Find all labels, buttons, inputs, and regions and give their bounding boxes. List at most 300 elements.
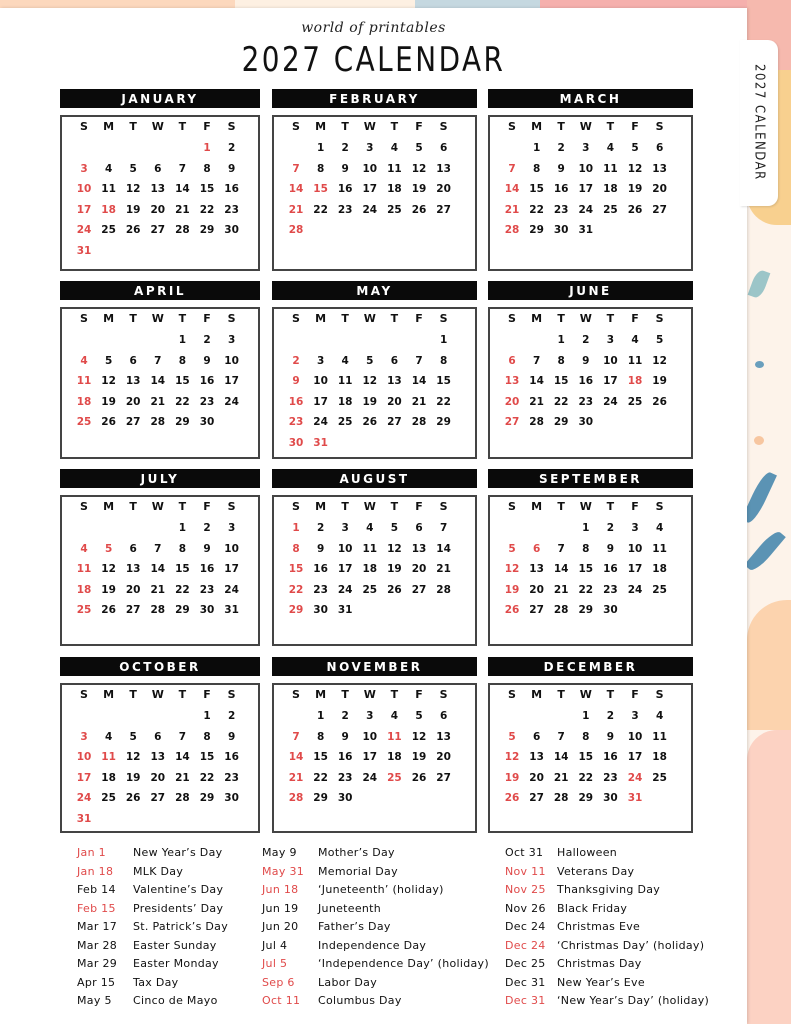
day-cell: 25 <box>337 416 353 429</box>
holiday-date: Nov 26 <box>505 901 546 915</box>
day-cell: 11 <box>76 563 92 576</box>
dot-icon <box>754 436 764 445</box>
day-cell: 4 <box>390 710 399 722</box>
weekday-header: S <box>655 312 664 325</box>
day-cell: 30 <box>553 224 569 237</box>
day-cell: 22 <box>199 771 215 784</box>
day-cell: 22 <box>578 771 594 784</box>
day-cell: 17 <box>627 751 643 764</box>
day-cell: 11 <box>362 542 378 555</box>
day-cell: 4 <box>341 354 349 367</box>
weekday-header: T <box>390 500 399 513</box>
weekday-header: S <box>292 312 300 325</box>
day-cell: 8 <box>532 162 541 175</box>
day-cell: 7 <box>532 354 541 367</box>
day-cell: 10 <box>578 162 594 175</box>
day-cell: 19 <box>411 183 427 196</box>
day-cell: 24 <box>603 395 618 408</box>
weekday-header: M <box>103 500 115 513</box>
weekday-header: F <box>415 688 423 701</box>
day-cell: 5 <box>508 730 516 743</box>
day-cell: 16 <box>337 183 353 196</box>
day-cell: 19 <box>652 375 667 388</box>
holiday-name: Presidents’ Day <box>133 901 224 915</box>
day-cell: 6 <box>655 142 664 154</box>
weekday-header: F <box>203 120 211 133</box>
day-cell: 30 <box>603 792 618 805</box>
day-cell: 31 <box>224 604 239 617</box>
day-cell: 29 <box>313 792 328 805</box>
holiday-name: Memorial Day <box>318 864 398 878</box>
day-cell: 20 <box>125 583 141 596</box>
day-cell: 3 <box>80 730 88 743</box>
holiday-name: Juneteenth <box>318 901 382 915</box>
day-cell: 3 <box>631 710 639 722</box>
day-cell: 20 <box>411 563 427 576</box>
day-cell: 26 <box>387 583 402 596</box>
day-cell: 2 <box>227 142 236 154</box>
holiday-name: Tax Day <box>133 975 179 989</box>
day-cell: 7 <box>292 730 300 743</box>
day-cell: 16 <box>288 395 304 408</box>
holiday-name: Veterans Day <box>557 864 635 878</box>
holiday-name: Columbus Day <box>318 994 402 1007</box>
day-cell: 8 <box>203 162 211 175</box>
day-cell: 23 <box>288 416 304 429</box>
day-cell: 22 <box>529 203 544 216</box>
day-cell: 5 <box>655 334 664 346</box>
weekday-header: S <box>508 312 516 325</box>
day-cell: 11 <box>603 162 618 175</box>
day-cell: 9 <box>227 162 236 175</box>
day-cell: 10 <box>224 354 239 367</box>
day-cell: 20 <box>125 395 141 408</box>
holiday-date: Mar 28 <box>77 938 118 952</box>
background-band-cream <box>235 0 415 8</box>
day-cell: 29 <box>175 416 190 429</box>
weekday-header: T <box>606 120 615 133</box>
day-cell: 7 <box>439 522 448 534</box>
day-cell: 10 <box>603 354 618 367</box>
weekday-header: W <box>151 500 164 513</box>
weekday-header: W <box>579 688 592 701</box>
weekday-header: W <box>363 312 376 325</box>
month-title: MAY <box>272 281 477 300</box>
holiday-date: Mar 17 <box>77 920 118 933</box>
day-cell: 9 <box>341 730 349 743</box>
day-cell: 16 <box>313 563 328 576</box>
holiday-date: Jan 18 <box>77 864 114 878</box>
day-cell: 20 <box>652 183 667 196</box>
day-cell: 10 <box>627 730 643 743</box>
day-cell: 8 <box>316 162 325 175</box>
day-cell: 4 <box>104 162 113 175</box>
day-cell: 9 <box>606 542 615 555</box>
weekday-header: F <box>203 312 211 325</box>
weekday-header: T <box>557 688 565 701</box>
weekday-header: S <box>439 500 448 513</box>
day-cell: 17 <box>603 375 618 388</box>
day-cell: 23 <box>603 583 618 596</box>
day-cell: 15 <box>436 375 451 388</box>
day-cell: 1 <box>178 522 187 534</box>
day-cell: 2 <box>227 710 236 722</box>
day-cell: 24 <box>578 203 594 216</box>
month-title: FEBRUARY <box>272 89 477 108</box>
weekday-header: F <box>415 312 423 325</box>
day-cell: 3 <box>366 142 374 154</box>
day-cell: 4 <box>104 730 113 743</box>
day-cell: 25 <box>652 771 667 784</box>
day-cell: 7 <box>508 162 516 175</box>
weekday-header: T <box>341 120 349 133</box>
weekday-header: M <box>315 120 327 133</box>
day-cell: 25 <box>603 203 618 216</box>
day-cell: 10 <box>627 542 643 555</box>
holiday-name: New Year’s Eve <box>557 975 645 989</box>
day-cell: 13 <box>529 563 544 576</box>
day-cell: 6 <box>154 730 162 743</box>
day-cell: 25 <box>76 604 92 617</box>
background-peach <box>747 600 791 730</box>
holiday-date: May 9 <box>262 846 297 859</box>
day-cell: 1 <box>316 142 325 154</box>
weekday-header: M <box>103 312 115 325</box>
day-cell: 19 <box>411 751 427 764</box>
day-cell: 19 <box>101 583 116 596</box>
holiday-date: Dec 24 <box>505 938 546 952</box>
day-cell: 19 <box>362 395 378 408</box>
weekday-header: F <box>631 500 639 513</box>
day-cell: 28 <box>529 416 544 429</box>
day-cell: 13 <box>652 162 667 175</box>
holiday-date: May 31 <box>262 864 305 878</box>
day-cell: 9 <box>203 542 211 555</box>
day-cell: 30 <box>199 604 215 617</box>
day-cell: 9 <box>606 730 615 743</box>
day-cell: 9 <box>292 375 300 388</box>
day-cell: 4 <box>80 354 88 367</box>
day-cell: 7 <box>178 162 187 175</box>
weekday-header: T <box>129 500 137 513</box>
day-cell: 11 <box>652 730 667 743</box>
holiday-name: Labor Day <box>318 975 378 989</box>
day-cell: 15 <box>313 183 328 196</box>
day-cell: 28 <box>175 224 190 237</box>
holiday-name: Thanksgiving Day <box>557 883 661 896</box>
day-cell: 20 <box>529 771 544 784</box>
day-cell: 26 <box>101 604 116 617</box>
day-cell: 5 <box>415 710 423 722</box>
weekday-header: T <box>129 312 137 325</box>
day-cell: 30 <box>224 792 239 805</box>
day-cell: 23 <box>337 203 353 216</box>
day-cell: 28 <box>504 224 520 237</box>
day-cell: 10 <box>362 730 378 743</box>
day-cell: 24 <box>362 771 378 784</box>
holiday-name: MLK Day <box>133 864 184 878</box>
day-cell: 26 <box>125 224 141 237</box>
background-band-blue <box>415 0 540 8</box>
holiday-name: Cinco de Mayo <box>133 994 218 1007</box>
day-cell: 3 <box>227 334 236 346</box>
background-band-peach <box>0 0 235 8</box>
holiday-date: Dec 25 <box>505 957 546 970</box>
day-cell: 23 <box>313 583 328 596</box>
day-cell: 15 <box>199 751 215 764</box>
background-salmon <box>747 730 791 1024</box>
day-cell: 18 <box>652 751 667 764</box>
day-cell: 28 <box>553 604 569 617</box>
day-cell: 14 <box>529 375 544 388</box>
day-cell: 28 <box>175 792 190 805</box>
day-cell: 29 <box>578 604 594 617</box>
day-cell: 7 <box>178 730 187 743</box>
day-cell: 30 <box>288 437 304 449</box>
day-cell: 20 <box>436 751 451 764</box>
day-cell: 11 <box>387 162 402 175</box>
day-cell: 13 <box>529 751 544 764</box>
day-cell: 5 <box>366 354 374 367</box>
holiday-date: Jul 5 <box>262 957 288 970</box>
day-cell: 1 <box>292 522 300 534</box>
holiday-name: Valentine’s Day <box>133 883 224 896</box>
day-cell: 9 <box>227 730 236 743</box>
holiday-name: Halloween <box>557 846 618 859</box>
day-cell: 14 <box>411 375 427 388</box>
day-cell: 10 <box>76 183 92 196</box>
day-cell: 8 <box>582 730 590 743</box>
day-cell: 21 <box>150 583 166 596</box>
day-cell: 31 <box>337 604 353 617</box>
day-cell: 28 <box>436 583 451 596</box>
day-cell: 4 <box>390 142 399 154</box>
day-cell: 31 <box>578 224 594 237</box>
holiday-date: Feb 15 <box>77 901 116 915</box>
day-cell: 2 <box>341 142 349 154</box>
weekday-header: T <box>557 120 565 133</box>
day-cell: 24 <box>224 395 239 408</box>
weekday-header: M <box>315 312 327 325</box>
day-cell: 23 <box>199 583 215 596</box>
day-cell: 4 <box>655 522 664 534</box>
day-cell: 24 <box>313 416 328 429</box>
day-cell: 21 <box>504 203 520 216</box>
day-cell: 4 <box>366 522 374 534</box>
day-cell: 27 <box>411 583 427 596</box>
holiday-date: Jun 20 <box>262 920 299 933</box>
day-cell: 12 <box>627 162 643 175</box>
day-cell: 7 <box>557 542 565 555</box>
day-cell: 17 <box>362 751 378 764</box>
day-cell: 14 <box>553 563 569 576</box>
day-cell: 1 <box>582 522 590 534</box>
day-cell: 28 <box>553 792 569 805</box>
day-cell: 7 <box>154 354 162 367</box>
day-cell: 21 <box>411 395 427 408</box>
day-cell: 24 <box>362 203 378 216</box>
day-cell: 18 <box>362 563 378 576</box>
day-cell: 29 <box>199 792 215 805</box>
day-cell: 3 <box>366 710 374 722</box>
day-cell: 24 <box>76 792 92 805</box>
holiday-name: Easter Monday <box>133 957 219 970</box>
day-cell: 22 <box>175 395 190 408</box>
day-cell: 6 <box>415 522 423 534</box>
day-cell: 28 <box>150 604 166 617</box>
holiday-name: Mother’s Day <box>318 846 395 859</box>
day-cell: 9 <box>203 354 211 367</box>
day-cell: 17 <box>362 183 378 196</box>
day-cell: 20 <box>150 203 166 216</box>
day-cell: 13 <box>150 183 166 196</box>
day-cell: 13 <box>411 542 427 555</box>
day-cell: 23 <box>578 395 594 408</box>
day-cell: 21 <box>436 563 451 576</box>
day-cell: 13 <box>504 375 520 388</box>
day-cell: 27 <box>150 792 166 805</box>
holiday-date: Dec 24 <box>505 920 546 933</box>
day-cell: 6 <box>439 142 448 154</box>
day-cell: 31 <box>76 813 92 825</box>
holiday-name: St. Patrick’s Day <box>133 920 229 933</box>
weekday-header: S <box>655 688 664 701</box>
day-cell: 17 <box>627 563 643 576</box>
day-cell: 1 <box>178 334 187 346</box>
holiday-name: Easter Sunday <box>133 938 217 952</box>
weekday-header: S <box>227 312 236 325</box>
day-cell: 24 <box>627 771 643 784</box>
day-cell: 15 <box>553 375 569 388</box>
holiday-date: May 5 <box>77 994 112 1007</box>
day-cell: 22 <box>199 203 215 216</box>
weekday-header: F <box>631 688 639 701</box>
weekday-header: S <box>292 688 300 701</box>
day-cell: 18 <box>101 203 116 216</box>
day-cell: 25 <box>101 224 116 237</box>
day-cell: 8 <box>439 354 448 367</box>
day-cell: 6 <box>390 354 399 367</box>
weekday-header: W <box>151 312 164 325</box>
weekday-header: T <box>341 312 349 325</box>
page-title: 2027 CALENDAR <box>241 40 506 80</box>
day-cell: 17 <box>76 203 92 216</box>
holiday-date: Apr 15 <box>77 975 116 989</box>
day-cell: 29 <box>199 224 215 237</box>
day-cell: 27 <box>652 203 667 216</box>
day-cell: 15 <box>313 751 328 764</box>
day-cell: 14 <box>175 751 190 764</box>
day-cell: 5 <box>104 542 113 555</box>
day-cell: 6 <box>532 542 541 555</box>
day-cell: 8 <box>316 730 325 743</box>
day-cell: 23 <box>603 771 618 784</box>
day-cell: 12 <box>125 183 141 196</box>
day-cell: 15 <box>578 751 594 764</box>
holiday-name: ‘Juneteenth’ (holiday) <box>318 883 444 896</box>
day-cell: 31 <box>627 792 643 805</box>
weekday-header: M <box>315 500 327 513</box>
day-cell: 3 <box>227 522 236 534</box>
day-cell: 16 <box>199 375 215 388</box>
day-cell: 11 <box>652 542 667 555</box>
day-cell: 12 <box>504 751 520 764</box>
day-cell: 25 <box>387 203 402 216</box>
day-cell: 8 <box>203 730 211 743</box>
brand-logo: world of printables <box>301 20 446 36</box>
day-cell: 20 <box>387 395 402 408</box>
day-cell: 12 <box>362 375 378 388</box>
day-cell: 2 <box>606 522 615 534</box>
day-cell: 26 <box>101 416 116 429</box>
weekday-header: S <box>439 120 448 133</box>
day-cell: 21 <box>175 203 190 216</box>
day-cell: 3 <box>631 522 639 534</box>
weekday-header: T <box>129 120 137 133</box>
day-cell: 25 <box>387 771 402 784</box>
weekday-header: F <box>631 312 639 325</box>
weekday-header: T <box>390 312 399 325</box>
day-cell: 5 <box>415 142 423 154</box>
day-cell: 22 <box>175 583 190 596</box>
day-cell: 3 <box>582 142 590 154</box>
day-cell: 1 <box>203 710 211 722</box>
day-cell: 24 <box>224 583 239 596</box>
day-cell: 18 <box>337 395 353 408</box>
weekday-header: T <box>557 500 565 513</box>
day-cell: 20 <box>504 395 520 408</box>
holiday-name: Christmas Day <box>557 957 642 970</box>
day-cell: 18 <box>627 375 643 388</box>
day-cell: 26 <box>504 604 520 617</box>
weekday-header: M <box>531 688 543 701</box>
day-cell: 4 <box>80 542 88 555</box>
weekday-header: S <box>508 120 516 133</box>
day-cell: 6 <box>532 730 541 743</box>
holiday-date: Jun 18 <box>262 883 299 896</box>
day-cell: 21 <box>175 771 190 784</box>
day-cell: 21 <box>553 771 569 784</box>
holiday-date: Feb 14 <box>77 883 116 896</box>
weekday-header: F <box>203 688 211 701</box>
day-cell: 10 <box>337 542 353 555</box>
weekday-header: F <box>203 500 211 513</box>
day-cell: 21 <box>288 771 304 784</box>
day-cell: 13 <box>436 162 451 175</box>
holiday-date: Jun 19 <box>262 901 299 915</box>
day-cell: 27 <box>436 771 451 784</box>
day-cell: 8 <box>292 542 300 555</box>
month-title: NOVEMBER <box>272 657 477 676</box>
day-cell: 25 <box>76 416 92 429</box>
day-cell: 19 <box>125 771 141 784</box>
day-cell: 28 <box>288 792 304 805</box>
day-cell: 8 <box>178 542 187 555</box>
day-cell: 21 <box>553 583 569 596</box>
holiday-name: Independence Day <box>318 938 427 952</box>
day-cell: 7 <box>154 542 162 555</box>
weekday-header: S <box>655 120 664 133</box>
day-cell: 26 <box>362 416 378 429</box>
weekday-header: W <box>363 688 376 701</box>
holiday-name: Christmas Eve <box>557 920 641 933</box>
weekday-header: T <box>129 688 137 701</box>
day-cell: 6 <box>129 542 137 555</box>
day-cell: 5 <box>129 162 137 175</box>
day-cell: 6 <box>439 710 448 722</box>
day-cell: 2 <box>557 142 565 154</box>
day-cell: 23 <box>199 395 215 408</box>
